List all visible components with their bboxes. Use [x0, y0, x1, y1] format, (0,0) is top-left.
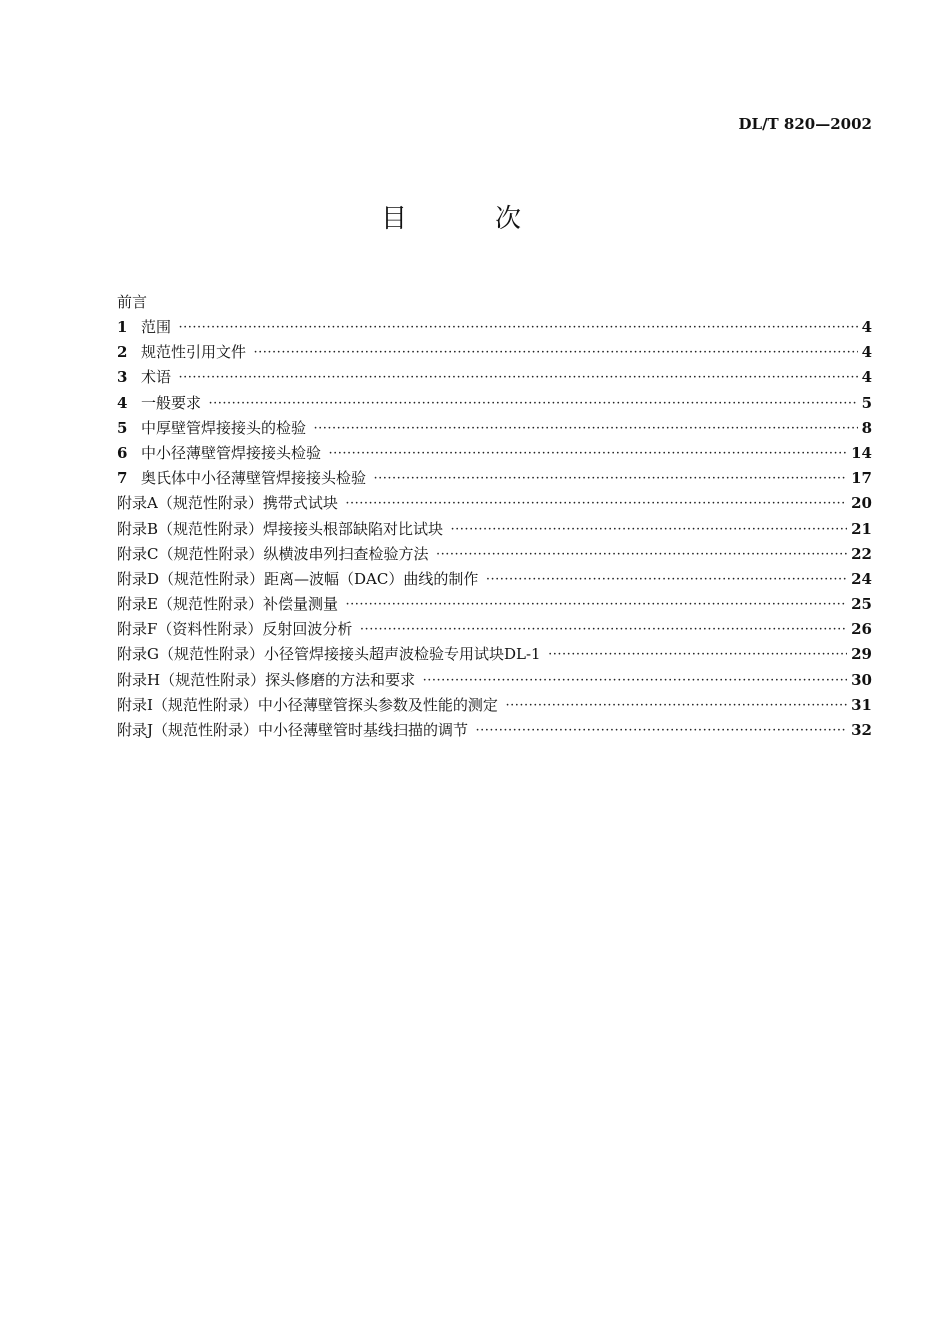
toc-entry-page: 24 — [851, 569, 872, 588]
toc-entry[interactable] — [117, 416, 872, 441]
toc-entry-page: 26 — [851, 620, 872, 639]
toc-entry-page: 4 — [861, 343, 872, 362]
toc-entry-page: 4 — [861, 368, 872, 387]
toc-entry-page: 31 — [851, 695, 872, 714]
toc-entries — [117, 315, 872, 743]
toc-entry[interactable] — [117, 668, 872, 693]
toc-dot-leader — [329, 442, 847, 467]
toc-entry-title: 术语 — [141, 368, 172, 387]
toc-entry-title: 附录B（规范性附录）焊接接头根部缺陷对比试块 — [117, 519, 444, 538]
toc-entry-title: 一般要求 — [141, 393, 202, 412]
toc-entry[interactable] — [117, 365, 872, 390]
toc-entry-page: 4 — [861, 318, 872, 336]
toc-entry-title: 附录G（规范性附录）小径管焊接接头超声波检验专用试块DL-1 — [117, 645, 541, 664]
toc-entry-title: 附录D（规范性附录）距离—波幅（DAC）曲线的制作 — [117, 569, 479, 588]
toc-entry-title: 附录H（规范性附录）探头修磨的方法和要求 — [117, 670, 416, 689]
toc-entry-title: 规范性引用文件 — [141, 343, 247, 362]
page-title: 目次 — [380, 204, 609, 234]
toc-entry-title: 中小径薄壁管焊接接头检验 — [141, 443, 322, 462]
toc-dot-leader — [254, 341, 858, 366]
toc-dot-leader — [209, 392, 858, 417]
toc-entry[interactable] — [117, 517, 872, 542]
toc-preface[interactable]: 前言 — [117, 293, 148, 311]
toc-entry-title: 范围 — [141, 318, 172, 336]
toc-entry-number: 3 — [117, 368, 128, 387]
toc-entry-title: 奥氏体中小径薄壁管焊接接头检验 — [141, 469, 367, 488]
toc-entry[interactable] — [117, 642, 872, 667]
toc-entry[interactable] — [117, 491, 872, 516]
toc-entry-page: 32 — [851, 721, 872, 739]
toc-entry-page: 5 — [861, 393, 872, 412]
toc-entry-page: 29 — [851, 645, 872, 664]
table-of-contents — [117, 290, 872, 743]
toc-entry[interactable] — [117, 466, 872, 491]
toc-entry-title: 附录F（资料性附录）反射回波分析 — [117, 620, 353, 639]
toc-entry-number: 2 — [117, 343, 128, 362]
toc-entry[interactable] — [117, 340, 872, 365]
toc-entry[interactable] — [117, 315, 872, 340]
toc-entry-page: 21 — [851, 519, 872, 538]
toc-entry[interactable] — [117, 391, 872, 416]
toc-dot-leader — [346, 593, 847, 618]
toc-entry[interactable] — [117, 441, 872, 466]
toc-dot-leader — [360, 618, 847, 643]
toc-dot-leader — [179, 316, 858, 341]
toc-entry-title: 附录C（规范性附录）纵横波串列扫查检验方法 — [117, 544, 429, 563]
toc-entry[interactable] — [117, 718, 872, 743]
toc-entry-number: 5 — [117, 418, 128, 437]
toc-entry-page: 8 — [861, 418, 872, 437]
toc-dot-leader — [374, 467, 847, 492]
document-code: DL/T 820—2002 — [738, 115, 872, 133]
toc-entry-page: 14 — [851, 443, 872, 462]
toc-entry-title: 附录A（规范性附录）携带式试块 — [117, 494, 338, 513]
toc-entry-number: 6 — [117, 443, 128, 462]
toc-entry-page: 20 — [851, 494, 872, 513]
toc-dot-leader — [346, 492, 847, 517]
toc-entry-title: 中厚壁管焊接接头的检验 — [141, 418, 307, 437]
toc-entry-page: 25 — [851, 595, 872, 614]
toc-dot-leader — [486, 568, 847, 593]
toc-dot-leader — [506, 694, 847, 719]
toc-entry-number: 4 — [117, 393, 128, 412]
toc-dot-leader — [179, 366, 858, 391]
toc-entry-page: 22 — [851, 544, 872, 563]
toc-dot-leader — [549, 643, 848, 668]
toc-entry-number: 7 — [117, 469, 128, 488]
toc-entry[interactable] — [117, 693, 872, 718]
toc-entry-page: 17 — [851, 469, 872, 488]
toc-entry-title: 附录J（规范性附录）中小径薄壁管时基线扫描的调节 — [117, 721, 469, 739]
toc-dot-leader — [436, 543, 847, 568]
toc-dot-leader — [451, 518, 847, 543]
toc-dot-leader — [314, 417, 858, 442]
toc-entry[interactable] — [117, 617, 872, 642]
toc-entry-title: 附录I（规范性附录）中小径薄壁管探头参数及性能的测定 — [117, 695, 498, 714]
toc-entry-title: 附录E（规范性附录）补偿量测量 — [117, 595, 338, 614]
toc-dot-leader — [423, 669, 847, 694]
toc-entry[interactable] — [117, 567, 872, 592]
toc-entry-page: 30 — [851, 670, 872, 689]
toc-dot-leader — [476, 719, 847, 744]
toc-entry[interactable] — [117, 592, 872, 617]
toc-entry[interactable] — [117, 542, 872, 567]
toc-entry-number: 1 — [117, 318, 128, 336]
